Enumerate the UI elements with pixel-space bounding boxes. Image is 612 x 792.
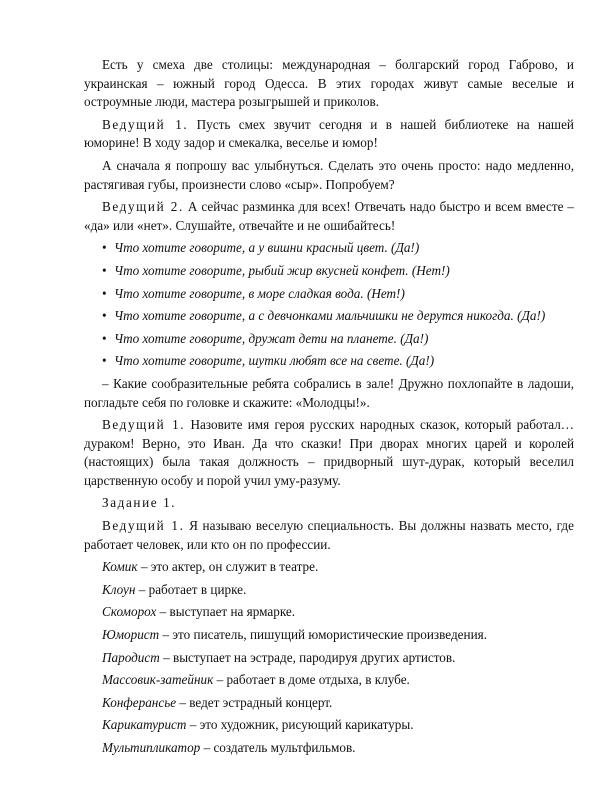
list-item: • Что хотите говорите, а с девчонками мальчишки не дерутся никогда. (Да!) bbox=[84, 307, 574, 326]
speaker-label: Ведущий 1. bbox=[102, 518, 185, 534]
list-item: Мультипликатор – создатель мультфильмов. bbox=[102, 740, 356, 755]
speaker-label: Ведущий 1. bbox=[102, 417, 186, 433]
host2-text: А сейчас разминка для всех! Отвечать надо быстро и всем вместе – «да» или «нет». Слушайте, отвечайте и не ошибайтесь! bbox=[84, 199, 574, 233]
intro-paragraph: Есть у смеха две столицы: международная – болгарский город Габрово, и украинская – южный город Одесса. В этих городах живут самые веселые и остроумные люди, мастера розыгрышей и приколов. bbox=[84, 57, 574, 110]
task-heading: Задание 1. bbox=[102, 495, 177, 511]
list-item: Карикатурист – это художник, рисующий карикатуры. bbox=[102, 717, 414, 733]
bullet-icon: • bbox=[102, 308, 107, 324]
list-item: Пародист – выступает на эстраде, пародируя других артистов. bbox=[102, 649, 456, 665]
question-list bbox=[84, 239, 574, 371]
host1-text-2: Назовите имя героя русских народных сказок, который работал… дураком! Верно, это Иван. Да что сказки! При дворах многих царей и королей (настоящих) была такая должность – придворный шут-дурак, который веселил царственную особу и порой учил уму-разуму. bbox=[84, 417, 574, 488]
speaker-label: Ведущий 1. bbox=[102, 116, 189, 132]
list-item: • Что хотите говорите, дружат дети на планете. (Да!) bbox=[84, 330, 574, 349]
list-item: Конферансье – ведет эстрадный концерт. bbox=[102, 694, 333, 710]
host1-paragraph bbox=[84, 116, 574, 153]
speaker-label: Ведущий 2. bbox=[102, 199, 184, 215]
list-item: Юморист – это писатель, пишущий юмористические произведения. bbox=[102, 627, 487, 643]
term: Скоморох bbox=[102, 604, 157, 620]
praise-paragraph: – Какие сообразительные ребята собрались в зале! Дружно похлопайте в ладоши, погладьте себя по головке и скажите: «Молодцы!». bbox=[84, 375, 574, 410]
term: Клоун bbox=[102, 581, 136, 597]
bullet-icon: • bbox=[102, 353, 107, 369]
bullet-icon: • bbox=[102, 330, 107, 346]
term: Пародист bbox=[102, 649, 160, 665]
document-page bbox=[84, 56, 574, 758]
host1-paragraph-2 bbox=[84, 416, 574, 490]
term: Массовик-затейник bbox=[102, 672, 214, 688]
host1-text-3: Я называю веселую специальность. Вы должны назвать место, где работает человек, или кто он по профессии. bbox=[84, 518, 574, 552]
list-item: • Что хотите говорите, а у вишни красный цвет. (Да!) bbox=[84, 239, 574, 258]
term: Юморист bbox=[102, 627, 160, 643]
list-item: • Что хотите говорите, в море сладкая вода. (Нет!) bbox=[84, 285, 574, 304]
host1-paragraph-3 bbox=[84, 517, 574, 554]
term: Карикатурист bbox=[102, 717, 187, 733]
list-item: Клоун – работает в цирке. bbox=[102, 581, 247, 597]
bullet-icon: • bbox=[102, 240, 107, 256]
list-item: Массовик-затейник – работает в доме отдыха, в клубе. bbox=[102, 672, 410, 688]
host1-text: Пусть смех звучит сегодня и в нашей библиотеке на нашей юморине! В ходу задор и смекалка, веселье и юмор! bbox=[84, 116, 574, 151]
list-item: Комик – это актер, он служит в театре. bbox=[102, 559, 319, 575]
smile-paragraph: А сначала я попрошу вас улыбнуться. Сделать это очень просто: надо медленно, растягивая губы, произнести слово «сыр». Попробуем? bbox=[84, 157, 574, 192]
term: Конферансье bbox=[102, 694, 177, 710]
list-item: • Что хотите говорите, рыбий жир вкусней конфет. (Нет!) bbox=[84, 262, 574, 281]
term: Мультипликатор bbox=[102, 740, 201, 755]
bullet-icon: • bbox=[102, 262, 107, 278]
term: Комик bbox=[102, 559, 138, 575]
definition-list bbox=[84, 558, 574, 757]
list-item: • Что хотите говорите, шутки любят все на свете. (Да!) bbox=[84, 352, 574, 371]
list-item: Скоморох – выступает на ярмарке. bbox=[102, 604, 296, 620]
bullet-icon: • bbox=[102, 285, 107, 301]
host2-paragraph bbox=[84, 198, 574, 235]
